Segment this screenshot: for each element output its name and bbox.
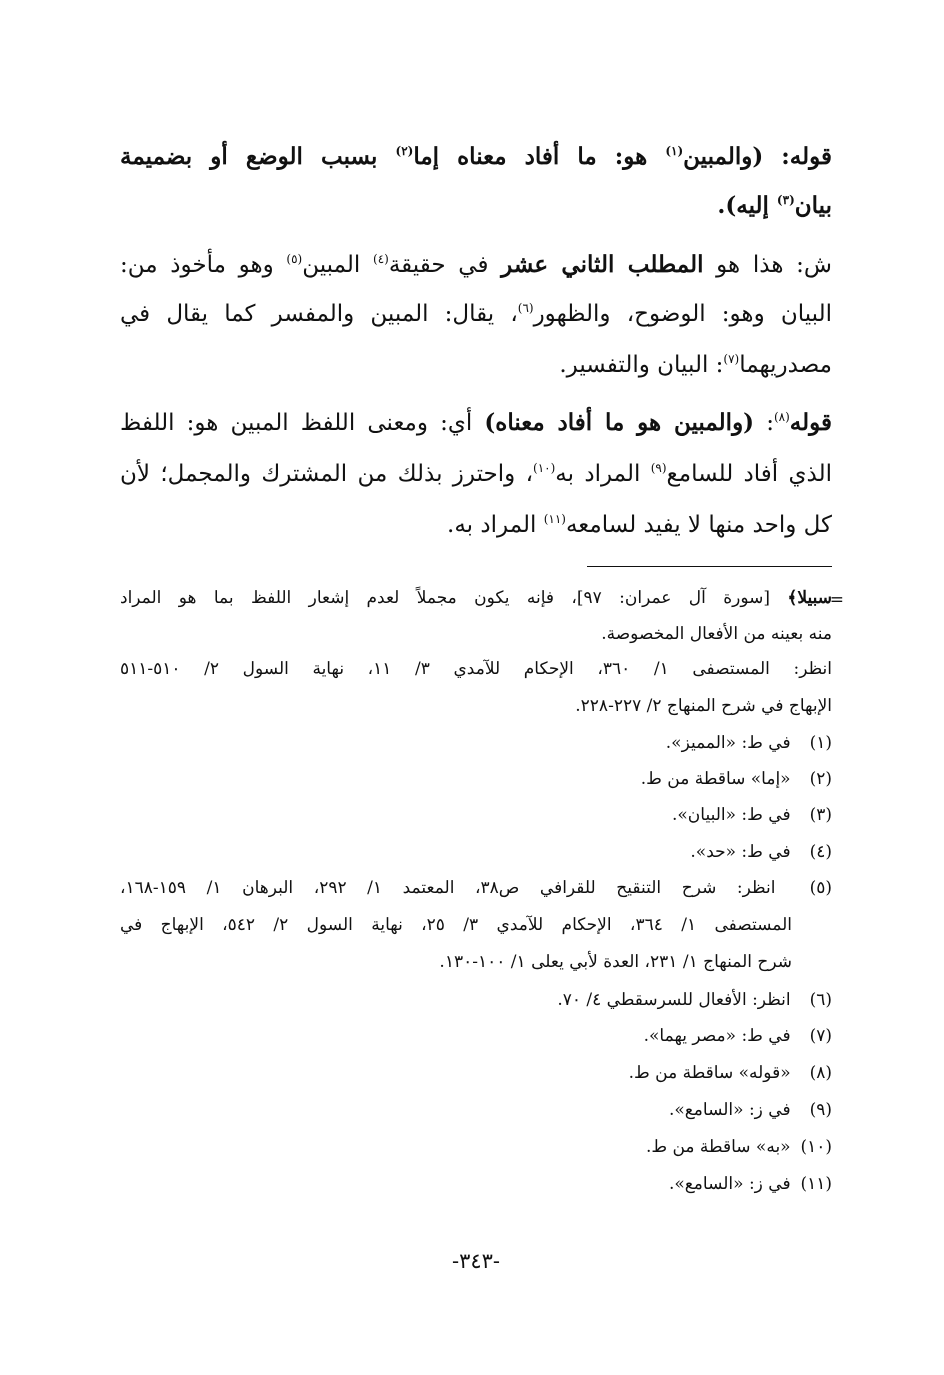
footnote-item	[120, 803, 832, 827]
document-page	[120, 0, 844, 1375]
text-span: كل واحد منها لا يفيد لسامعه	[565, 512, 832, 538]
main-text-line	[120, 350, 832, 380]
text-span: في حقيقة	[388, 252, 502, 278]
footnote-item	[120, 731, 832, 755]
footnote-item	[120, 876, 832, 900]
main-text-line	[120, 459, 832, 489]
text-span: المراد به.	[447, 512, 544, 538]
text-span: إليه).	[717, 192, 777, 219]
text-span: [سورة آل عمران: ٩٧]، فإنه يكون مجملاً لعدم إشعار اللفظ بما هو المراد	[120, 588, 788, 608]
footnote-ref[interactable]: (٧)	[723, 352, 740, 366]
footnote-ref[interactable]: (١٠)	[533, 461, 556, 475]
footnote-text: في ز: «السامع».	[668, 1174, 791, 1194]
footnote-text: في ز: «السامع».	[668, 1100, 791, 1120]
footnote-item	[120, 1172, 832, 1196]
text-span: بسبب الوضع أو بضميمة	[120, 143, 396, 170]
continuation-mark: =	[829, 590, 844, 610]
footnote-text: «به» ساقطة من ط.	[645, 1137, 791, 1157]
text-span: ش: هذا هو	[703, 252, 832, 278]
footnote-text: انظر: الأفعال للسرسقطي ٤/ ٧٠.	[557, 990, 791, 1010]
footnote-text: انظر: شرح التنقيح للقرافي ص٣٨، المعتمد ١/ ٢٩٢، البرهان ١/ ١٥٩-١٦٨،	[120, 878, 776, 898]
section-heading-inline: المطلب الثاني عشر	[501, 251, 704, 278]
footnote-line: المستصفى ١/ ٣٦٤، الإحكام للآمدي ٣/ ٢٥، نهاية السول ٢/ ٥٤٢، الإبهاج في	[120, 915, 792, 935]
text-span: ، يقال: المبين والمفسر كما يقال في	[120, 301, 518, 327]
main-text-line	[120, 191, 832, 221]
footnote-ref[interactable]: (٨)	[773, 410, 790, 424]
footnote-text: «إما» ساقطة من ط.	[640, 769, 791, 789]
footnote-item	[120, 1098, 832, 1122]
text-span: سبيلا﴾	[787, 588, 832, 608]
footnote-text: في ط: «المميز».	[665, 733, 791, 753]
footnote-item	[120, 1024, 832, 1048]
footnote-ref[interactable]: (٩)	[650, 461, 667, 475]
main-text-line	[120, 250, 832, 280]
footnote-ref[interactable]: (٢)	[395, 144, 414, 158]
text-span: أي: ومعنى اللفظ المبين هو: اللفظ	[120, 410, 485, 436]
footnote-line: انظر: المستصفى ١/ ٣٦٠، الإحكام للآمدي ٣/ ١١، نهاية السول ٢/ ٥١٠-٥١١	[120, 659, 833, 679]
footnote-text: في ط: «حد».	[690, 842, 791, 862]
footnote-line: منه بعينه من الأفعال المخصوصة.	[601, 624, 832, 644]
footnote-ref[interactable]: (٤)	[373, 252, 389, 266]
footnote-text: في ط: «مصر يهما».	[643, 1026, 791, 1046]
text-span: وهو مأخوذ من:	[120, 252, 287, 278]
main-text-line	[120, 510, 832, 540]
text-span: البيان وهو: الوضوح، والظهور	[533, 301, 832, 327]
text-span: ، واحترز بذلك من المشترك والمجمل؛ لأن	[120, 461, 534, 487]
footnote-line: شرح المنهاج ١/ ٢٣١، العدة لأبي يعلى ١/ ١٠٠-١٣٠.	[439, 952, 792, 972]
footnote-line	[120, 586, 832, 610]
text-span: بيان	[794, 192, 832, 219]
footnote-text: في ط: «البيان».	[672, 805, 791, 825]
footnote-number: (١٠)	[800, 1137, 832, 1157]
main-text-line	[120, 299, 832, 329]
footnote-number: (٤)	[809, 842, 832, 862]
quoted-term: (والمبين هو ما أفاد معناه)	[484, 409, 755, 436]
main-text-line	[120, 142, 832, 172]
footnote-item	[120, 988, 832, 1012]
footnote-number: (١١)	[800, 1174, 832, 1194]
footnote-ref[interactable]: (٣)	[776, 193, 795, 207]
footnote-item	[120, 1135, 832, 1159]
text-span: : البيان والتفسير.	[559, 352, 724, 378]
text-span: المراد به	[555, 461, 651, 487]
footnote-ref[interactable]: (٦)	[517, 301, 534, 315]
footnote-number: (٨)	[809, 1063, 832, 1083]
footnote-item	[120, 767, 832, 791]
footnote-number: (١)	[809, 733, 832, 753]
footnote-text: «قوله» ساقطة من ط.	[628, 1063, 791, 1083]
footnote-number: (٢)	[809, 769, 832, 789]
footnote-number: (٩)	[809, 1100, 832, 1120]
text-span: قوله	[789, 409, 832, 436]
text-span: :	[754, 410, 774, 436]
footnote-number: (٧)	[809, 1026, 832, 1046]
footnote-line: الإبهاج في شرح المنهاج ٢/ ٢٢٧-٢٢٨.	[575, 696, 832, 716]
footnote-item	[120, 840, 832, 864]
footnote-item	[120, 1061, 832, 1085]
text-span: المبين	[302, 252, 373, 278]
footnote-ref[interactable]: (١)	[665, 144, 684, 158]
text-span: مصدريهما	[739, 352, 832, 378]
main-text-line	[120, 408, 832, 438]
footnote-number: (٥)	[809, 878, 832, 898]
footnote-number: (٦)	[809, 990, 832, 1010]
text-span: الذي أفاد للسامع	[666, 461, 832, 487]
footnote-separator	[587, 566, 832, 567]
text-span: قوله: (والمبين	[683, 143, 832, 170]
text-span: هو: ما أفاد معناه إما	[413, 143, 666, 170]
footnote-ref[interactable]: (١١)	[543, 512, 566, 526]
footnote-ref[interactable]: (٥)	[286, 252, 303, 266]
page-number: -٣٤٣-	[451, 1249, 501, 1273]
footnote-number: (٣)	[809, 805, 832, 825]
